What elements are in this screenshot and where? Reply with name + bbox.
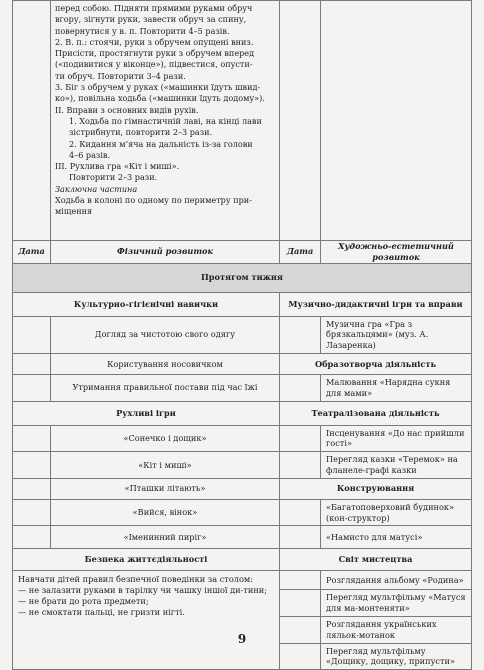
text-line: 2. Кидання м’яча на дальність із-за голови	[69, 138, 253, 149]
header-date-2: Дата	[280, 241, 321, 264]
safety-line: — не залазити руками в тарілку чи чашку іншої ди-тини;	[18, 585, 268, 596]
text-line: 1. Ходьба по гімнастичній лаві, на кінці лави	[69, 115, 262, 126]
text-line: Присісти, простягнути руки з обручем вперед	[55, 48, 255, 59]
section-visual-art: Образотворча діяльність	[280, 353, 472, 374]
text-line: повернутися у в. п. Повторити 4–5 разів.	[55, 25, 230, 36]
text-line: 4–6 разів.	[69, 149, 111, 160]
section-hygiene: Культурно-гігієнічні навички	[13, 292, 280, 316]
section-construction: Конструювання	[280, 478, 472, 499]
header-art: Художньо-естетичний розвиток	[321, 241, 472, 264]
week-row: Протягом тижня	[13, 263, 472, 292]
text-line: 2. В. п.: стоячи, руки з обручем опущені вниз.	[55, 36, 254, 47]
top-empty-cell	[321, 1, 472, 251]
text-line: ІІІ. Рухлива гра «Кіт і миші».	[55, 161, 180, 172]
section-music: Музично-дидактичні ігри та вправи	[280, 292, 472, 316]
art-world-item: Розглядання українських ляльок-мотанок	[321, 616, 472, 643]
text-line: 3. Біг з обручем у руках («машинки їдуть швид-	[55, 82, 261, 93]
game-item: «Іменинний пиріг»	[51, 526, 280, 549]
safety-cell	[13, 571, 280, 670]
text-line: міщення	[55, 206, 93, 217]
text-line: зістрибнути, повторити 2–3 рази.	[69, 127, 213, 138]
text-line: Ходьба в колоні по одному по периметру при-	[55, 195, 252, 206]
top-table	[12, 0, 472, 251]
game-item: «Пташки літають»	[51, 478, 280, 499]
text-line: Заключна частина	[55, 183, 138, 194]
safety-line: — не брати до рота предмети;	[18, 596, 149, 607]
section-theatre: Театралізована діяльність	[280, 401, 472, 425]
construction-item: «Багатоповерховий будинок» (кон-структор)	[321, 499, 472, 526]
hygiene-item: Догляд за чистотою свого одягу	[51, 316, 280, 353]
safety-line: Навчати дітей правил безпечної поведінки за столом:	[18, 574, 254, 585]
art-world-item: Перегляд мультфільму «Дощику, дощику, припусти»	[321, 643, 472, 670]
theatre-item: Інсценування «До нас прийшли гості»	[321, 425, 472, 452]
art-world-item: Розглядання альбому «Родина»	[321, 571, 472, 590]
hygiene-item: Користування носовичком	[51, 353, 280, 374]
text-line: ко»), повільна ходьба («машинки їдуть додому»).	[55, 93, 265, 104]
text-line: ти обруч. Повторити 3–4 рази.	[55, 70, 186, 81]
top-date-cell	[13, 1, 51, 251]
exercise-text	[51, 1, 279, 218]
section-art-world: Світ мистецтва	[280, 549, 472, 571]
text-line: («подивитися у віконце»), підвестися, опусти-	[55, 59, 253, 70]
section-safety: Безпека життєдіяльності	[13, 549, 280, 571]
top-date-cell-2	[280, 1, 321, 251]
header-physical: Фізичний розвиток	[51, 241, 280, 264]
construction-item: «Намисто для матусі»	[321, 526, 472, 549]
text-line: Повторити 2–3 рази.	[69, 172, 158, 183]
text-line: вгору, зігнути руки, завести обруч за спину,	[55, 14, 247, 25]
header-date-1: Дата	[13, 241, 51, 264]
game-item: «Вийся, вінок»	[51, 499, 280, 526]
text-line: ІІ. Вправи з основних видів рухів.	[55, 104, 199, 115]
weekly-plan-table	[12, 240, 472, 670]
page-number: 9	[237, 632, 247, 646]
section-outdoor-games: Рухливі ігри	[13, 401, 280, 425]
visual-art-item: Малювання «Нарядна сукня для мами»	[321, 374, 472, 401]
game-item: «Сонечко і дощик»	[51, 425, 280, 452]
theatre-item: Перегляд казки «Теремок» на фланеле-графі казки	[321, 452, 472, 479]
game-item: «Кіт і миші»	[51, 452, 280, 479]
music-item: Музична гра «Гра з брязкальцями» (муз. А. Лазаренка)	[321, 316, 472, 353]
text-line: перед собою. Підняти прямими руками обруч	[55, 3, 253, 13]
hygiene-item: Утримання правильної постави під час їжі	[51, 374, 280, 401]
art-world-item: Перегляд мультфільму «Матуся для ма-монтеняти»	[321, 590, 472, 617]
safety-line: — не смоктати пальці, не гризти нігті.	[18, 607, 185, 618]
top-text-cell	[51, 1, 280, 251]
